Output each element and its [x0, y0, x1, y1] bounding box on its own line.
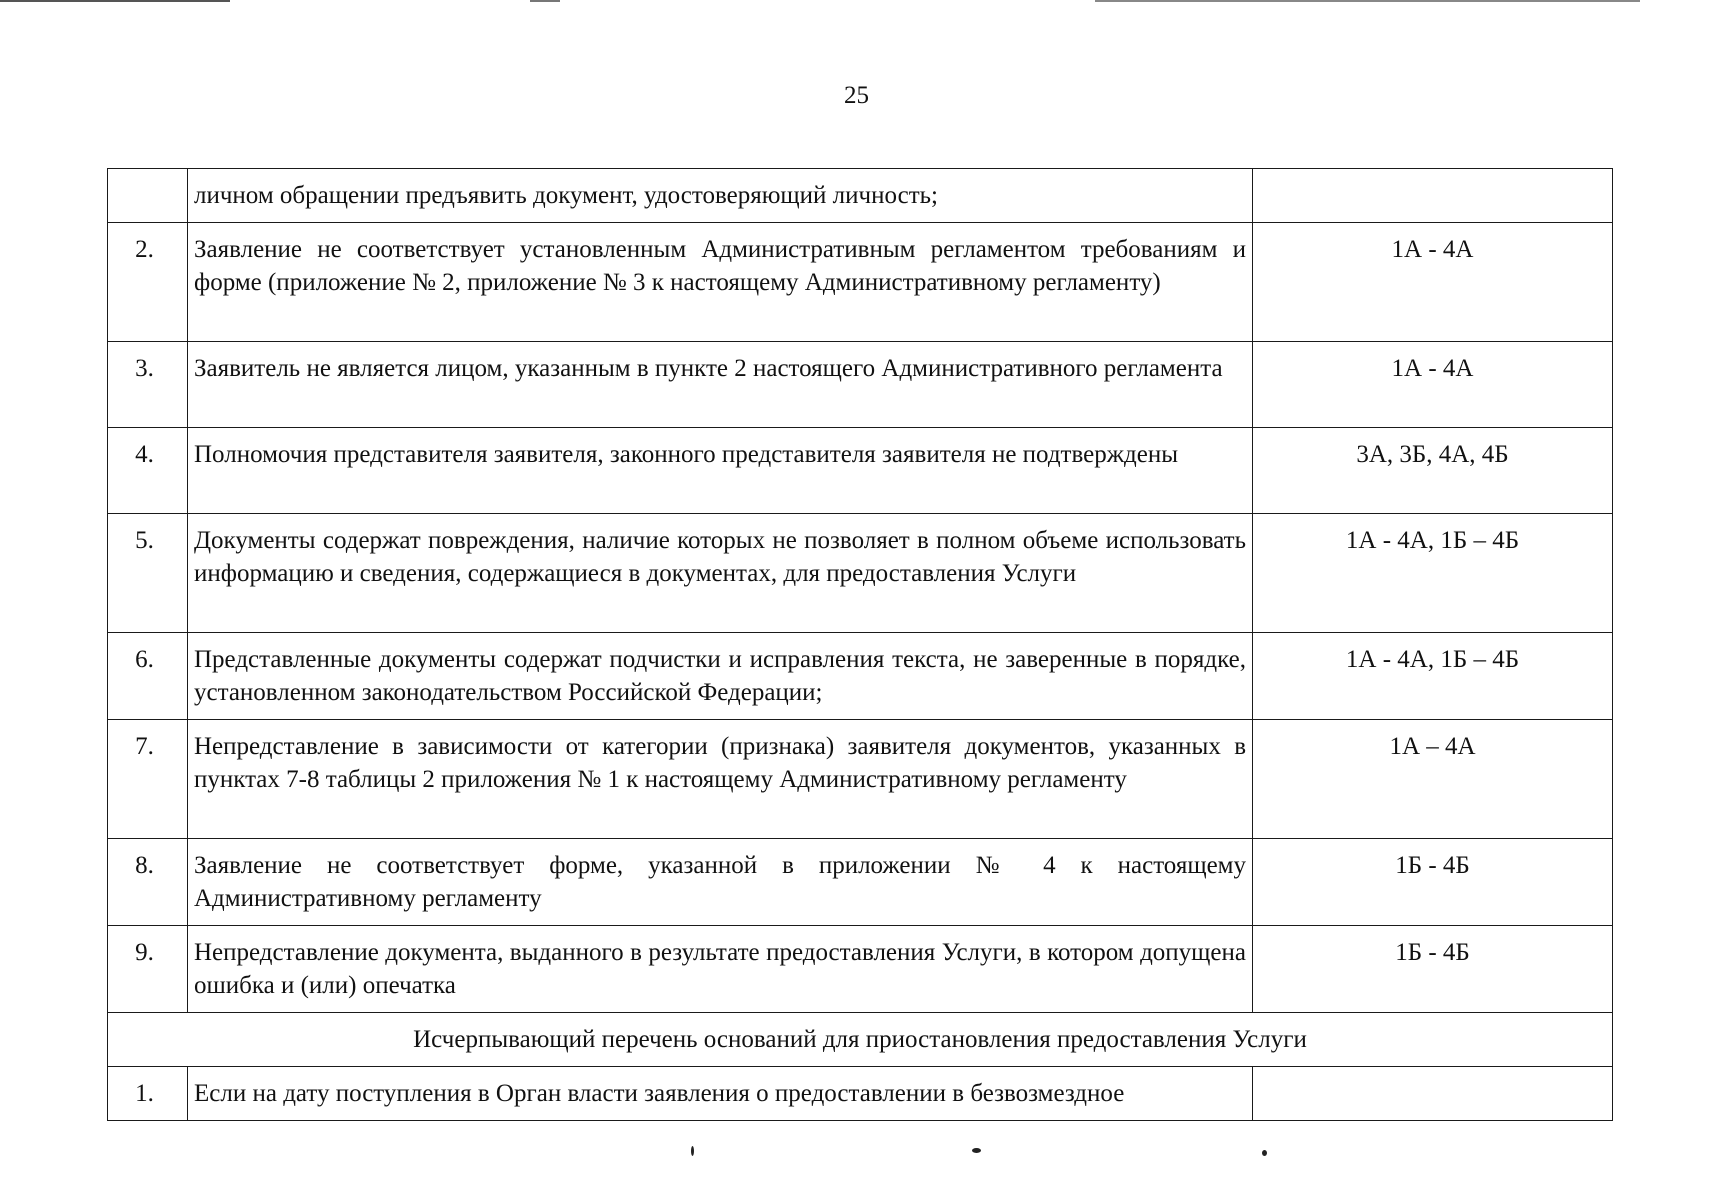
- row-text: личном обращении предъявить документ, удостоверяющий личность;: [188, 169, 1253, 223]
- table-row: [108, 1067, 1613, 1121]
- row-number: [108, 169, 188, 223]
- row-text: Заявление не соответствует форме, указанной в приложении № 4 к настоящему Административному регламенту: [188, 839, 1253, 926]
- row-number: 4.: [108, 428, 188, 514]
- row-code: 1А - 4А: [1253, 342, 1613, 428]
- scan-speck: [1262, 1150, 1267, 1156]
- row-code: [1253, 1067, 1613, 1121]
- row-number: 7.: [108, 720, 188, 839]
- row-number: 9.: [108, 926, 188, 1013]
- row-code: 1А - 4А: [1253, 223, 1613, 342]
- table-row: [108, 633, 1613, 720]
- row-number: 2.: [108, 223, 188, 342]
- grounds-table: [107, 168, 1613, 1121]
- row-number: 3.: [108, 342, 188, 428]
- table-row: [108, 514, 1613, 633]
- row-code: 1А - 4А, 1Б – 4Б: [1253, 633, 1613, 720]
- row-code: 3А, 3Б, 4А, 4Б: [1253, 428, 1613, 514]
- table-row: [108, 926, 1613, 1013]
- row-code: 1Б - 4Б: [1253, 926, 1613, 1013]
- table-row: [108, 169, 1613, 223]
- row-number: 1.: [108, 1067, 188, 1121]
- row-code: 1А – 4А: [1253, 720, 1613, 839]
- row-text: Заявление не соответствует установленным Административным регламентом требованиям и форме (приложение № 2, приложение № 3 к настоящему Административному регламенту): [188, 223, 1253, 342]
- row-code: 1А - 4А, 1Б – 4Б: [1253, 514, 1613, 633]
- row-text: Непредставление в зависимости от категории (признака) заявителя документов, указанных в пунктах 7-8 таблицы 2 приложения № 1 к настоящему Административному регламенту: [188, 720, 1253, 839]
- row-text: Документы содержат повреждения, наличие которых не позволяет в полном объеме использовать информацию и сведения, содержащиеся в документах, для предоставления Услуги: [188, 514, 1253, 633]
- row-text: Непредставление документа, выданного в результате предоставления Услуги, в котором допущена ошибка и (или) опечатка: [188, 926, 1253, 1013]
- row-code: [1253, 169, 1613, 223]
- row-number: 8.: [108, 839, 188, 926]
- scan-top-edge: [0, 0, 1713, 2]
- table-row: [108, 839, 1613, 926]
- row-text: Полномочия представителя заявителя, законного представителя заявителя не подтверждены: [188, 428, 1253, 514]
- scan-speck: [972, 1148, 981, 1153]
- section-heading-row: [108, 1013, 1613, 1067]
- row-number: 6.: [108, 633, 188, 720]
- table-row: [108, 720, 1613, 839]
- row-text: Заявитель не является лицом, указанным в пункте 2 настоящего Административного регламента: [188, 342, 1253, 428]
- section-heading: Исчерпывающий перечень оснований для приостановления предоставления Услуги: [108, 1013, 1613, 1067]
- page-number: 25: [844, 82, 869, 109]
- row-number: 5.: [108, 514, 188, 633]
- row-code: 1Б - 4Б: [1253, 839, 1613, 926]
- table-row: [108, 342, 1613, 428]
- row-text: Если на дату поступления в Орган власти заявления о предоставлении в безвозмездное: [188, 1067, 1253, 1121]
- scan-speck: [691, 1146, 694, 1156]
- table-row: [108, 223, 1613, 342]
- table-row: [108, 428, 1613, 514]
- row-text: Представленные документы содержат подчистки и исправления текста, не заверенные в порядке, установленном законодательством Российской Федерации;: [188, 633, 1253, 720]
